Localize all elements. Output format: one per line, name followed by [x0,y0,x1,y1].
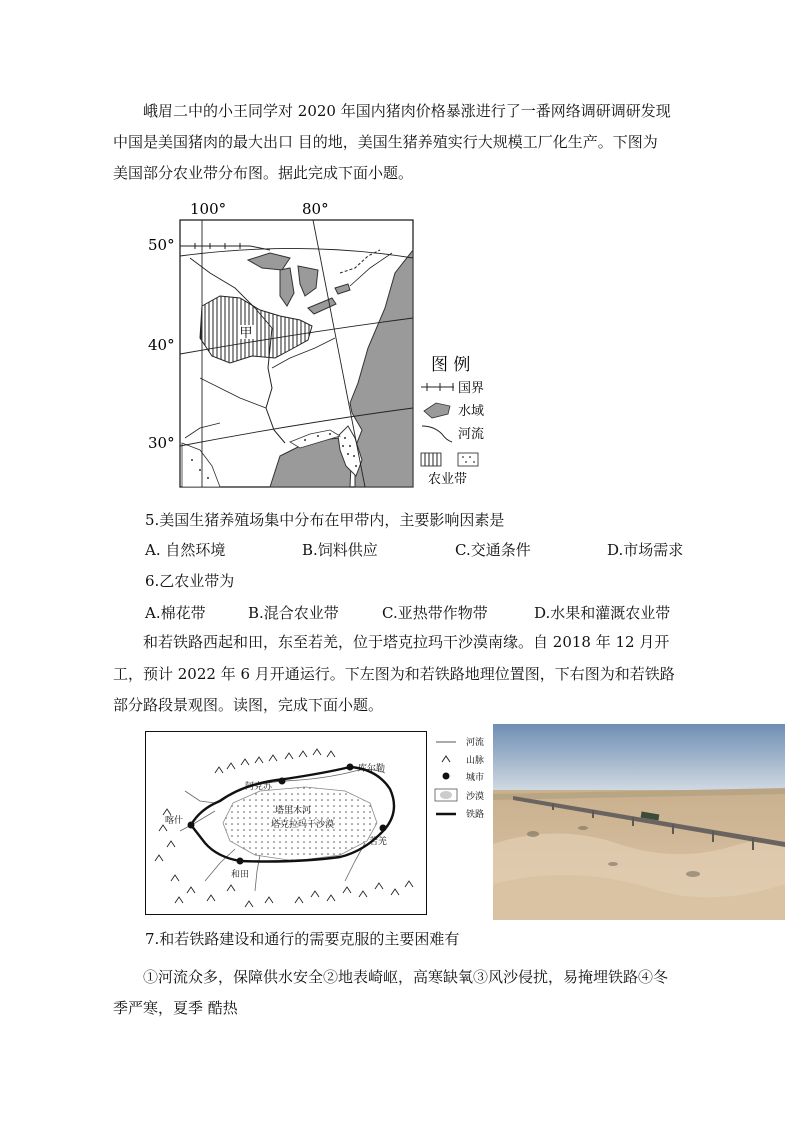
legend2-city-label: 城市 [466,773,485,783]
city-hetian [237,858,244,865]
intro-line-3: 美国部分农业带分布图。据此完成下面小题。 [113,164,414,182]
legend-water-label: 水域 [458,404,485,419]
city-akesu [279,778,286,785]
tarim-river-label: 塔里木河 [275,806,312,816]
legend2-desert-label: 沙漠 [466,792,485,802]
q5-option-a[interactable]: A. 自然环境 [145,541,226,559]
q5-option-b[interactable]: B.饲料供应 [302,541,378,559]
lat-50-label: 50° [148,236,175,254]
hetian-label: 和田 [231,870,250,880]
kashi-label: 喀什 [165,816,184,826]
hotan-ruoqiang-railway-map [145,731,427,915]
legend-title: 图 例 [431,355,471,375]
city-kashi [188,822,195,829]
q5-option-c[interactable]: C.交通条件 [455,541,531,559]
q7-line-2: 季严寒，夏季 酷热 [113,999,238,1017]
q6-option-d[interactable]: D.水果和灌溉农业带 [534,604,671,622]
map1-legend [421,355,484,487]
lat-40-label: 40° [148,336,175,354]
akesu-label: 阿克苏 [245,782,273,792]
map2-legend [432,734,492,834]
rail-line-1: 和若铁路西起和田，东至若羌，位于塔克拉玛干沙漠南缘。自 2018 年 12 月开 [143,633,670,651]
q6-options [145,602,705,623]
lon-100-label: 100° [190,200,227,218]
q7-stem: 7.和若铁路建设和通行的需要克服的主要困难有 [145,930,460,948]
rail-line-3: 部分路段景观图。读图，完成下面小题。 [113,696,384,714]
lat-30-label: 30° [148,434,175,452]
q6-stem: 6.乙农业带为 [145,572,235,590]
us-agriculture-map [140,198,485,490]
belt-jia-label: 甲 [239,326,253,341]
legend-border-label: 国界 [458,381,485,396]
q7-line-1: ①河流众多，保障供水安全②地表崎岖，高寒缺氧③风沙侵扰，易掩埋铁路④冬 [143,968,669,986]
legend2-river-label: 河流 [466,738,485,748]
intro-line-2: 中国是美国猪肉的最大出口 目的地，美国生猪养殖实行大规模工厂化生产。下图为 [113,133,658,151]
q6-option-c[interactable]: C.亚热带作物带 [382,604,488,622]
kuerle-label: 库尔勒 [358,764,386,774]
rail-line-2: 工，预计 2022 年 6 月开通运行。下左图为和若铁路地理位置图，下右图为和若铁路 [113,665,675,683]
desert-label: 塔克拉玛干沙漠 [271,820,335,830]
legend-river-label: 河流 [458,427,485,442]
legend2-mountain-label: 山脉 [466,756,485,766]
q5-stem: 5.美国生猪养殖场集中分布在甲带内，主要影响因素是 [145,511,505,529]
q5-option-d[interactable]: D.市场需求 [607,541,684,559]
q5-options [145,539,705,560]
legend2-rail-label: 铁路 [466,810,485,820]
q6-option-b[interactable]: B.混合农业带 [248,604,339,622]
intro-line-1: 峨眉二中的小王同学对 2020 年国内猪肉价格暴涨进行了一番网络调研调研发现 [143,102,671,120]
lon-80-label: 80° [302,200,329,218]
legend-belt-label: 农业带 [428,472,468,487]
q6-option-a[interactable]: A.棉花带 [145,604,206,622]
ruoqiang-label: 若羌 [369,837,388,847]
railway-desert-photo [493,724,785,920]
city-kuerle [347,764,354,771]
city-ruoqiang [380,825,387,832]
